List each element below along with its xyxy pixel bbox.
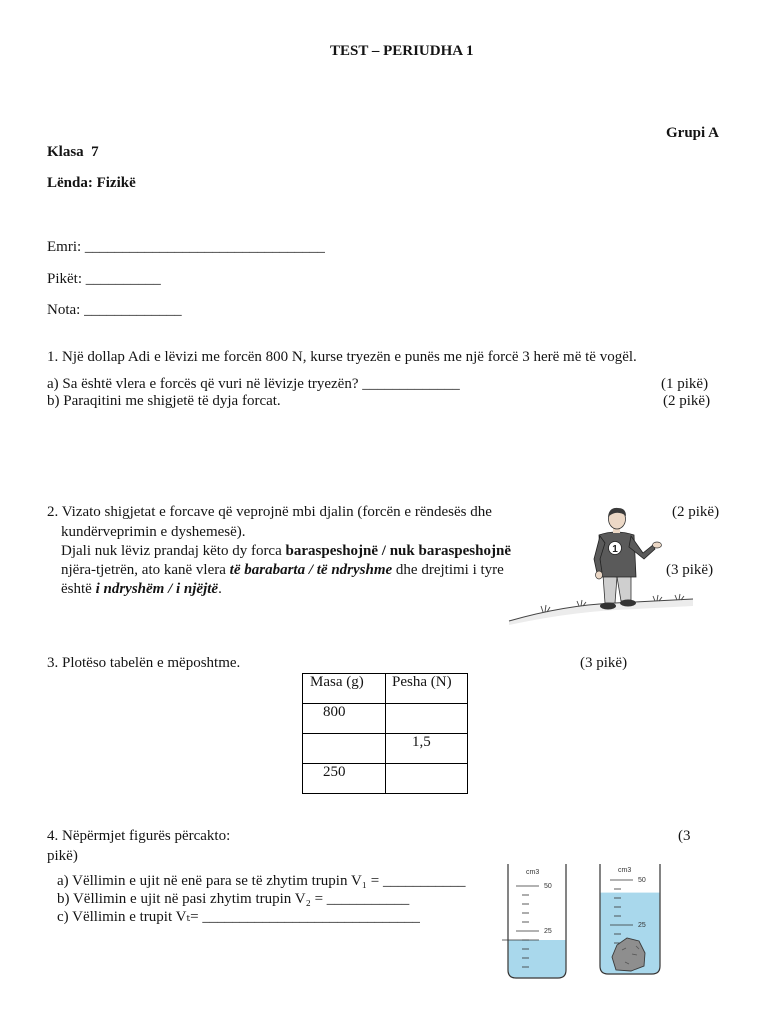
graduated-cylinders-figure (498, 858, 670, 984)
question-2-line-3 (61, 543, 511, 560)
table-header-weight: Pesha (N) (386, 674, 468, 704)
boy-right-shoe (620, 600, 636, 607)
question-2-points-1: (2 pikë) (672, 504, 720, 520)
mark-50-after: 50 (638, 877, 646, 884)
table-header-mass: Masa (g) (303, 674, 386, 704)
balance-choice: baraspeshojnë / nuk baraspeshojnë (285, 543, 511, 559)
question-4-text: 4. Nëpërmjet figurës përcakto: (47, 828, 231, 844)
table-row (303, 704, 468, 734)
question-4b: b) Vëllimin e ujit në pasi zhytim trupin V₂ = ___________ (57, 891, 410, 907)
value-choice: të barabarta / të ndryshme (229, 562, 393, 578)
direction-choice: i ndryshëm / i njëjtë (95, 581, 219, 597)
question-1b: b) Paraqitini me shigjetë të dyja forcat. (47, 393, 281, 409)
name-field: Emri: ________________________________ (47, 239, 325, 255)
table-cell-weight: 1,5 (386, 734, 468, 764)
question-2-line-5 (61, 581, 222, 598)
question-2-line-3-text: Djali nuk lëviz prandaj këto dy forca (61, 543, 286, 559)
table-header-row (303, 674, 468, 704)
question-1-text: 1. Një dollap Adi e lëvizi me forcën 800 N, kurse tryezën e punës me një forcë 3 herë më të vogël. (47, 349, 637, 365)
boy-left-shoe (600, 603, 616, 610)
table-row (303, 764, 468, 794)
question-4a: a) Vëllimin e ujit në enë para se të zhytim trupin V₁ = ___________ (57, 873, 466, 889)
question-4-points-close: pikë) (47, 848, 78, 864)
table-cell-mass: 250 (303, 764, 386, 794)
water-before (508, 940, 566, 978)
question-2-line-5-text: është (61, 581, 96, 597)
question-3-points: (3 pikë) (580, 655, 628, 671)
question-2-line-5-end: . (218, 581, 222, 597)
table-cell-weight (386, 704, 468, 734)
unit-label-after: cm3 (618, 867, 632, 874)
question-2-line-4-text: njëra-tjetrën, ato kanë vlera (61, 562, 230, 578)
boy-left-hand (596, 571, 603, 579)
mark-50-before: 50 (544, 883, 552, 890)
question-1a: a) Sa është vlera e forcës që vuri në lëvizje tryezën? _____________ (47, 376, 460, 392)
question-4c: c) Vëllimin e trupit Vₜ= _____________________________ (57, 909, 420, 925)
table-cell-mass: 800 (303, 704, 386, 734)
question-2-line-2: kundërveprimin e dyshemesë). (61, 524, 246, 540)
unit-label-before: cm3 (526, 869, 540, 876)
table-cell-weight (386, 764, 468, 794)
question-1b-points: (2 pikë) (663, 393, 711, 409)
question-2-line-1: 2. Vizato shigjetat e forcave që veprojnë mbi djalin (forcën e rëndesës dhe (47, 504, 492, 520)
graduated-cylinder-after (600, 864, 660, 974)
shirt-number: 1 (612, 544, 618, 555)
question-1a-points: (1 pikë) (661, 376, 709, 392)
question-2-line-4 (61, 562, 504, 579)
test-title: TEST – PERIUDHA 1 (330, 43, 474, 59)
boy-left-leg (603, 575, 617, 603)
question-2-points-2: (3 pikë) (666, 562, 714, 578)
mass-weight-table (302, 673, 468, 794)
mark-25-after: 25 (638, 922, 646, 929)
mark-25-before: 25 (544, 928, 552, 935)
grade-field: Nota: _____________ (47, 302, 182, 318)
group-label: Grupi A (666, 125, 719, 141)
question-4-points-open: (3 (678, 828, 691, 844)
graduated-cylinder-before (502, 864, 566, 978)
question-3-text: 3. Plotëso tabelën e mëposhtme. (47, 655, 241, 671)
subject-label: Lënda: Fizikë (47, 175, 136, 191)
table-cell-mass (303, 734, 386, 764)
table-row (303, 734, 468, 764)
ground-shade (509, 599, 693, 625)
boy-right-leg (617, 575, 631, 601)
class-label: Klasa 7 (47, 144, 99, 160)
points-field: Pikët: __________ (47, 271, 161, 287)
question-2-line-4-tail: dhe drejtimi i tyre (392, 562, 504, 578)
boy-right-hand (653, 542, 662, 548)
